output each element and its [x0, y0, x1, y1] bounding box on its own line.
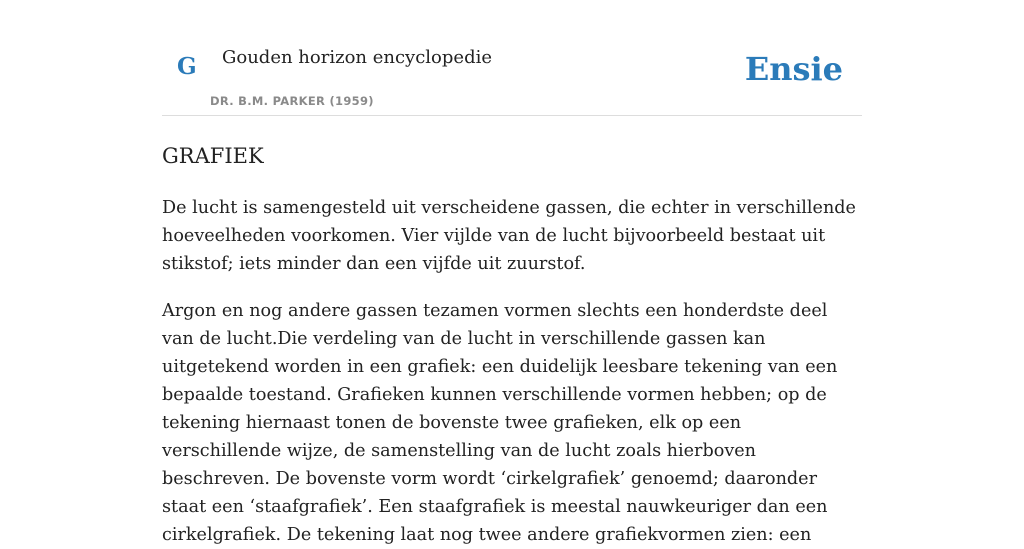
- source-title-link[interactable]: Gouden horizon encyclopedie: [222, 47, 492, 68]
- source-author: DR. B.M. PARKER (1959): [210, 94, 374, 108]
- brand-logo[interactable]: Ensie: [744, 50, 843, 88]
- source-header: [162, 0, 862, 116]
- source-logo[interactable]: G: [177, 53, 197, 80]
- entry-title: GRAFIEK: [162, 144, 264, 168]
- content-column: [162, 0, 862, 549]
- paragraph: Argon en nog andere gassen tezamen vormen slechts een honderdste deel van de lucht.Die verdeling van de lucht in verschillende gassen kan uitgetekend worden in een grafiek: een duidelijk leesbare tekening van een bepaalde toestand. Grafieken kunnen verschillende vormen hebben; op de tekening hiernaast tonen de bovenste twee grafieken, elk op een verschillende wijze, de samenstelling van de lucht zoals hierboven beschreven. De bovenste vorm wordt ‘cirkelgrafiek’ genoemd; daaronder staat een ‘staafgrafiek’. Een staafgrafiek is meestal nauwkeuriger dan een cirkelgrafiek. De tekening laat nog twee andere grafiekvormen zien: een: [162, 301, 838, 545]
- paragraph: De lucht is samengesteld uit verscheidene gassen, die echter in verschillende hoeveelheden voorkomen. Vier vijlde van de lucht bijvoorbeeld bestaat uit stikstof; iets minder dan een vijfde uit zuurstof.: [162, 198, 856, 274]
